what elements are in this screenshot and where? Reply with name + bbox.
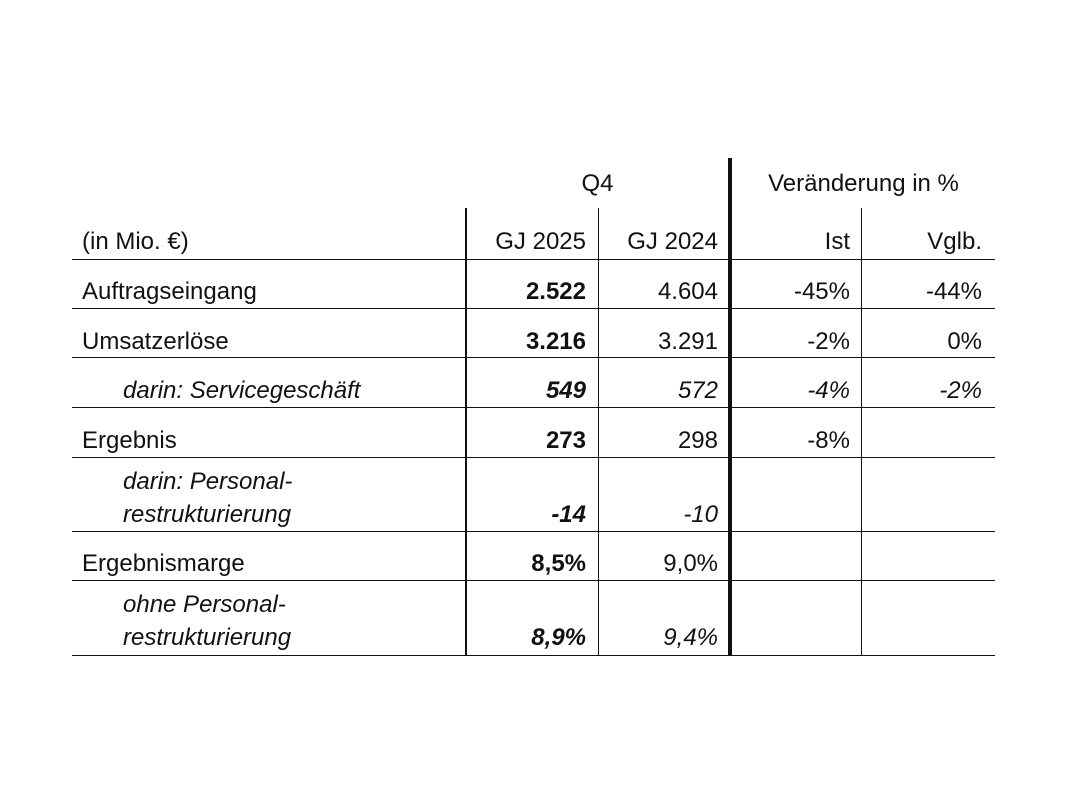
row-rule: [72, 308, 995, 309]
row-order-intake-actual: -45%: [793, 278, 850, 305]
row-excl-restructuring-fy2024: 9,4%: [663, 624, 718, 651]
divider-fy2025-left: [465, 208, 467, 656]
header-col-comparable: Vglb.: [927, 228, 982, 255]
row-revenue-comparable: 0%: [947, 328, 982, 355]
row-rule: [72, 580, 995, 581]
row-label-service-business: darin: Servicegeschäft: [123, 377, 361, 404]
row-result-margin-fy2025: 8,5%: [531, 550, 586, 577]
row-excl-restructuring-fy2025: 8,9%: [531, 624, 586, 651]
financial-table: [72, 158, 995, 656]
header-unit-label: (in Mio. €): [82, 228, 189, 255]
row-order-intake-fy2024: 4.604: [657, 278, 718, 305]
header-col-actual: Ist: [824, 228, 850, 255]
row-label-excl-restructuring-line2: restrukturierung: [123, 624, 292, 651]
divider-fy2025-fy2024: [598, 208, 599, 656]
row-result-actual: -8%: [807, 427, 850, 454]
row-service-business-fy2024: 572: [677, 377, 718, 404]
row-rule: [72, 457, 995, 458]
row-label-personnel-restructuring-line2: restrukturierung: [123, 501, 292, 528]
row-label-order-intake: Auftragseingang: [82, 278, 257, 305]
bottom-rule: [72, 655, 995, 656]
divider-actual-comparable: [861, 208, 862, 656]
row-rule: [72, 357, 995, 358]
row-service-business-actual: -4%: [807, 377, 850, 404]
row-label-personnel-restructuring-line1: darin: Personal-: [123, 468, 293, 495]
row-rule: [72, 407, 995, 408]
row-result-fy2025: 273: [545, 427, 586, 454]
header-rule: [72, 259, 995, 260]
row-revenue-actual: -2%: [807, 328, 850, 355]
row-service-business-fy2025: 549: [545, 377, 586, 404]
row-label-revenue: Umsatzerlöse: [82, 328, 229, 355]
header-col-fy2024: GJ 2024: [627, 228, 718, 255]
row-personnel-restructuring-fy2025: -14: [551, 501, 586, 528]
row-order-intake-comparable: -44%: [925, 278, 982, 305]
header-group-change: Veränderung in %: [768, 170, 959, 197]
header-col-fy2025: GJ 2025: [495, 228, 586, 255]
row-label-result: Ergebnis: [82, 427, 177, 454]
row-order-intake-fy2025: 2.522: [525, 278, 586, 305]
row-result-margin-fy2024: 9,0%: [663, 550, 718, 577]
header-group-q4: Q4: [581, 170, 614, 197]
row-revenue-fy2024: 3.291: [657, 328, 718, 355]
row-service-business-comparable: -2%: [939, 377, 982, 404]
row-label-excl-restructuring-line1: ohne Personal-: [123, 591, 286, 618]
row-label-result-margin: Ergebnismarge: [82, 550, 245, 577]
row-personnel-restructuring-fy2024: -10: [683, 501, 718, 528]
row-result-fy2024: 298: [677, 427, 718, 454]
row-rule: [72, 531, 995, 532]
row-revenue-fy2025: 3.216: [525, 328, 586, 355]
